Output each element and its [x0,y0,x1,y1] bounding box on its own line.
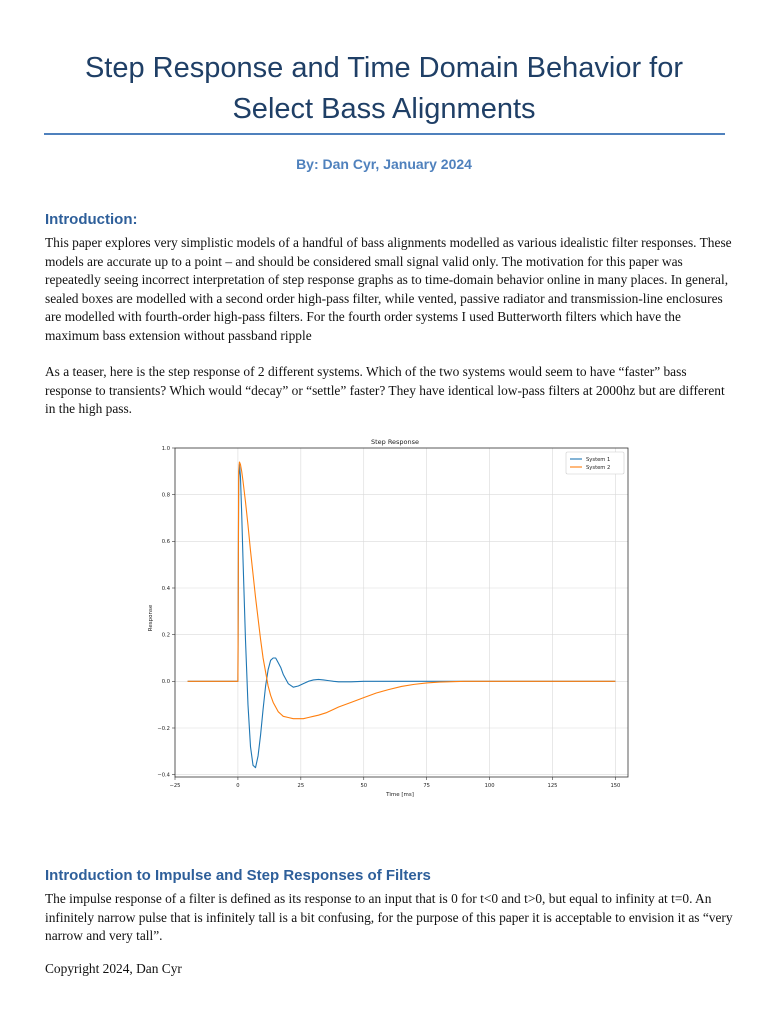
axis-ticks [157,446,620,789]
series-line-1 [188,464,616,767]
intro-heading: Introduction: [45,211,138,228]
series-lines [188,462,616,768]
copyright: Copyright 2024, Dan Cyr [45,961,182,976]
x-tick-label: 100 [484,783,495,789]
x-tick-label: 125 [547,783,558,789]
title-line-2: Select Bass Alignments [232,93,536,125]
y-tick-label: −0.4 [157,772,170,779]
teaser-paragraph: As a teaser, here is the step response of 2 different systems. Which of the two systems would seem to have “faster” bass response to transients? Which would “decay” or “settle” faster? They have identical low-pass filters at 2000hz but are different in the high pass. [45,364,725,417]
step-response-chart [140,435,632,805]
title-divider [44,133,725,135]
impulse-heading: Introduction to Impulse and Step Responses of Filters [45,867,431,884]
x-tick-label: 75 [423,783,430,789]
legend-label: System 1 [586,456,611,463]
title-line-1: Step Response and Time Domain Behavior for [84,52,684,84]
plot-frame [175,448,628,777]
x-tick-label: 150 [610,783,621,789]
chart-title: Step Response [370,438,420,446]
series-line-2 [188,462,616,719]
y-tick-label: 1.0 [161,445,170,452]
legend [566,452,624,474]
x-axis-label: Time [ms] [386,792,414,798]
x-tick-label: 0 [236,783,240,789]
x-tick-label: 50 [360,783,368,789]
x-tick-label: 25 [297,783,305,789]
intro-paragraph: This paper explores very simplistic models of a handful of bass alignments modelled as various idealistic filter responses. These models are accurate up to a point – and should be considered small signal valid only. The motivation for this paper was repeatedly seeing incorrect interpretation of step response graphs as to time-domain behavior online in many places. In general, sealed boxes are modelled with a second order high-pass filter, while vented, passive radiator and transmission-line enclosures are modelled with fourth-order high-pass filters. For the fourth order systems I used Butterworth filters which have the maximum bass extension without passband ripple [45,235,732,343]
y-tick-label: 0.6 [161,539,170,546]
y-tick-label: 0.2 [161,632,170,639]
x-tick-label: −25 [169,783,181,789]
step-response-svg [140,435,632,805]
paper-title [40,48,728,130]
y-axis-label: Response [148,604,154,632]
grid [175,448,628,777]
legend-label: System 2 [586,464,611,471]
impulse-paragraph: The impulse response of a filter is defined as its response to an input that is 0 for t<0 and t>0, but equal to infinity at t=0. An infinitely narrow pulse that is infinitely tall is a bit confusing, for the purpose of this paper it is acceptable to envision it as “very narrow and very tall”. [45,891,733,944]
y-tick-label: 0.0 [161,679,170,686]
y-tick-label: 0.8 [161,492,170,499]
y-tick-label: 0.4 [161,585,170,592]
byline: By: Dan Cyr, January 2024 [296,156,472,172]
y-tick-label: −0.2 [157,725,170,732]
